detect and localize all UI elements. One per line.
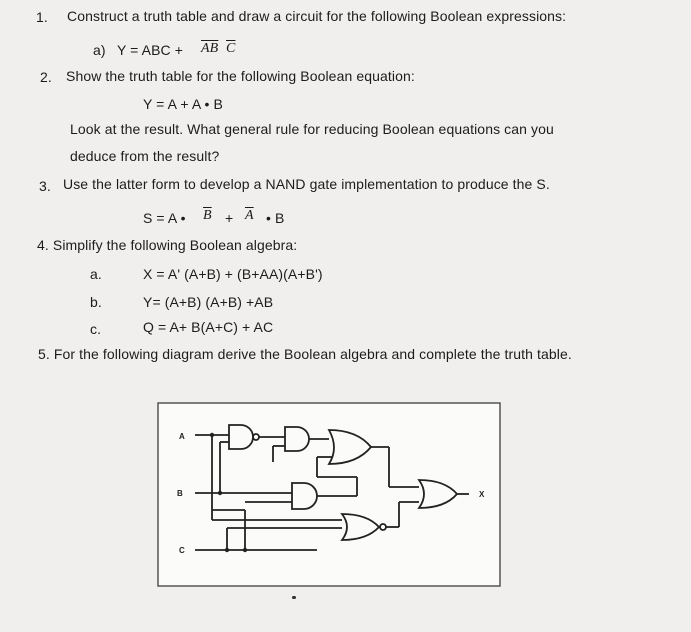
q2-text: Show the truth table for the following Boolean equation: <box>66 68 415 84</box>
input-b-label: B <box>177 489 183 498</box>
and-gate-2 <box>285 427 309 451</box>
q4c-expression: Q = A+ B(A+C) + AC <box>143 319 274 335</box>
q1a-label: a) <box>93 42 106 58</box>
q4c-label: c. <box>90 321 102 337</box>
and-gate-3 <box>292 483 317 509</box>
nand-gate-1-bubble <box>253 434 259 440</box>
q3-eq-prefix: S = A • <box>143 210 186 226</box>
q3-plus: + <box>225 210 234 226</box>
q1a-c-bar: $\overline{C}$ <box>226 41 236 56</box>
input-c-label: C <box>179 546 185 555</box>
q1-text: Construct a truth table and draw a circuit for the following Boolean expressions: <box>67 8 567 24</box>
q1-number: 1. <box>36 9 48 25</box>
output-x-label: X <box>479 490 485 499</box>
q3-a-bar: $\overline{A}$ <box>245 208 254 223</box>
ink-speck <box>292 596 296 599</box>
nor-gate-bubble <box>380 524 386 530</box>
q3-eq-suffix: • B <box>266 210 285 226</box>
q4b-label: b. <box>90 294 102 310</box>
q4a-label: a. <box>90 266 102 282</box>
q2-equation: Y = A + A • B <box>143 96 223 112</box>
q3-b-bar: $\overline{B}$ <box>203 208 212 223</box>
q4-number: 4. <box>37 237 49 253</box>
q3-number: 3. <box>39 178 51 194</box>
q5-number: 5. <box>38 346 50 362</box>
q2-number: 2. <box>40 69 52 85</box>
logic-circuit-diagram <box>157 402 501 587</box>
input-a-label: A <box>179 432 185 441</box>
q1a-expression: Y = ABC + <box>117 42 184 58</box>
q3-text: Use the latter form to develop a NAND gate implementation to produce the S. <box>63 176 550 192</box>
q4-text: Simplify the following Boolean algebra: <box>52 237 298 253</box>
nand-gate-1 <box>229 425 253 449</box>
q5-heading <box>38 346 572 362</box>
q1a-ab-bar: $\overline{AB}$ <box>201 41 219 56</box>
q4b-expression: Y= (A+B) (A+B) +AB <box>143 294 274 310</box>
q4-heading <box>37 237 297 253</box>
q2-question-line1: Look at the result. What general rule for reducing Boolean equations can you <box>70 121 554 137</box>
q5-text: For the following diagram derive the Boolean algebra and complete the truth table. <box>53 346 572 362</box>
q2-question-line2: deduce from the result? <box>70 148 220 164</box>
q4a-expression: X = A' (A+B) + (B+AA)(A+B') <box>143 266 323 282</box>
